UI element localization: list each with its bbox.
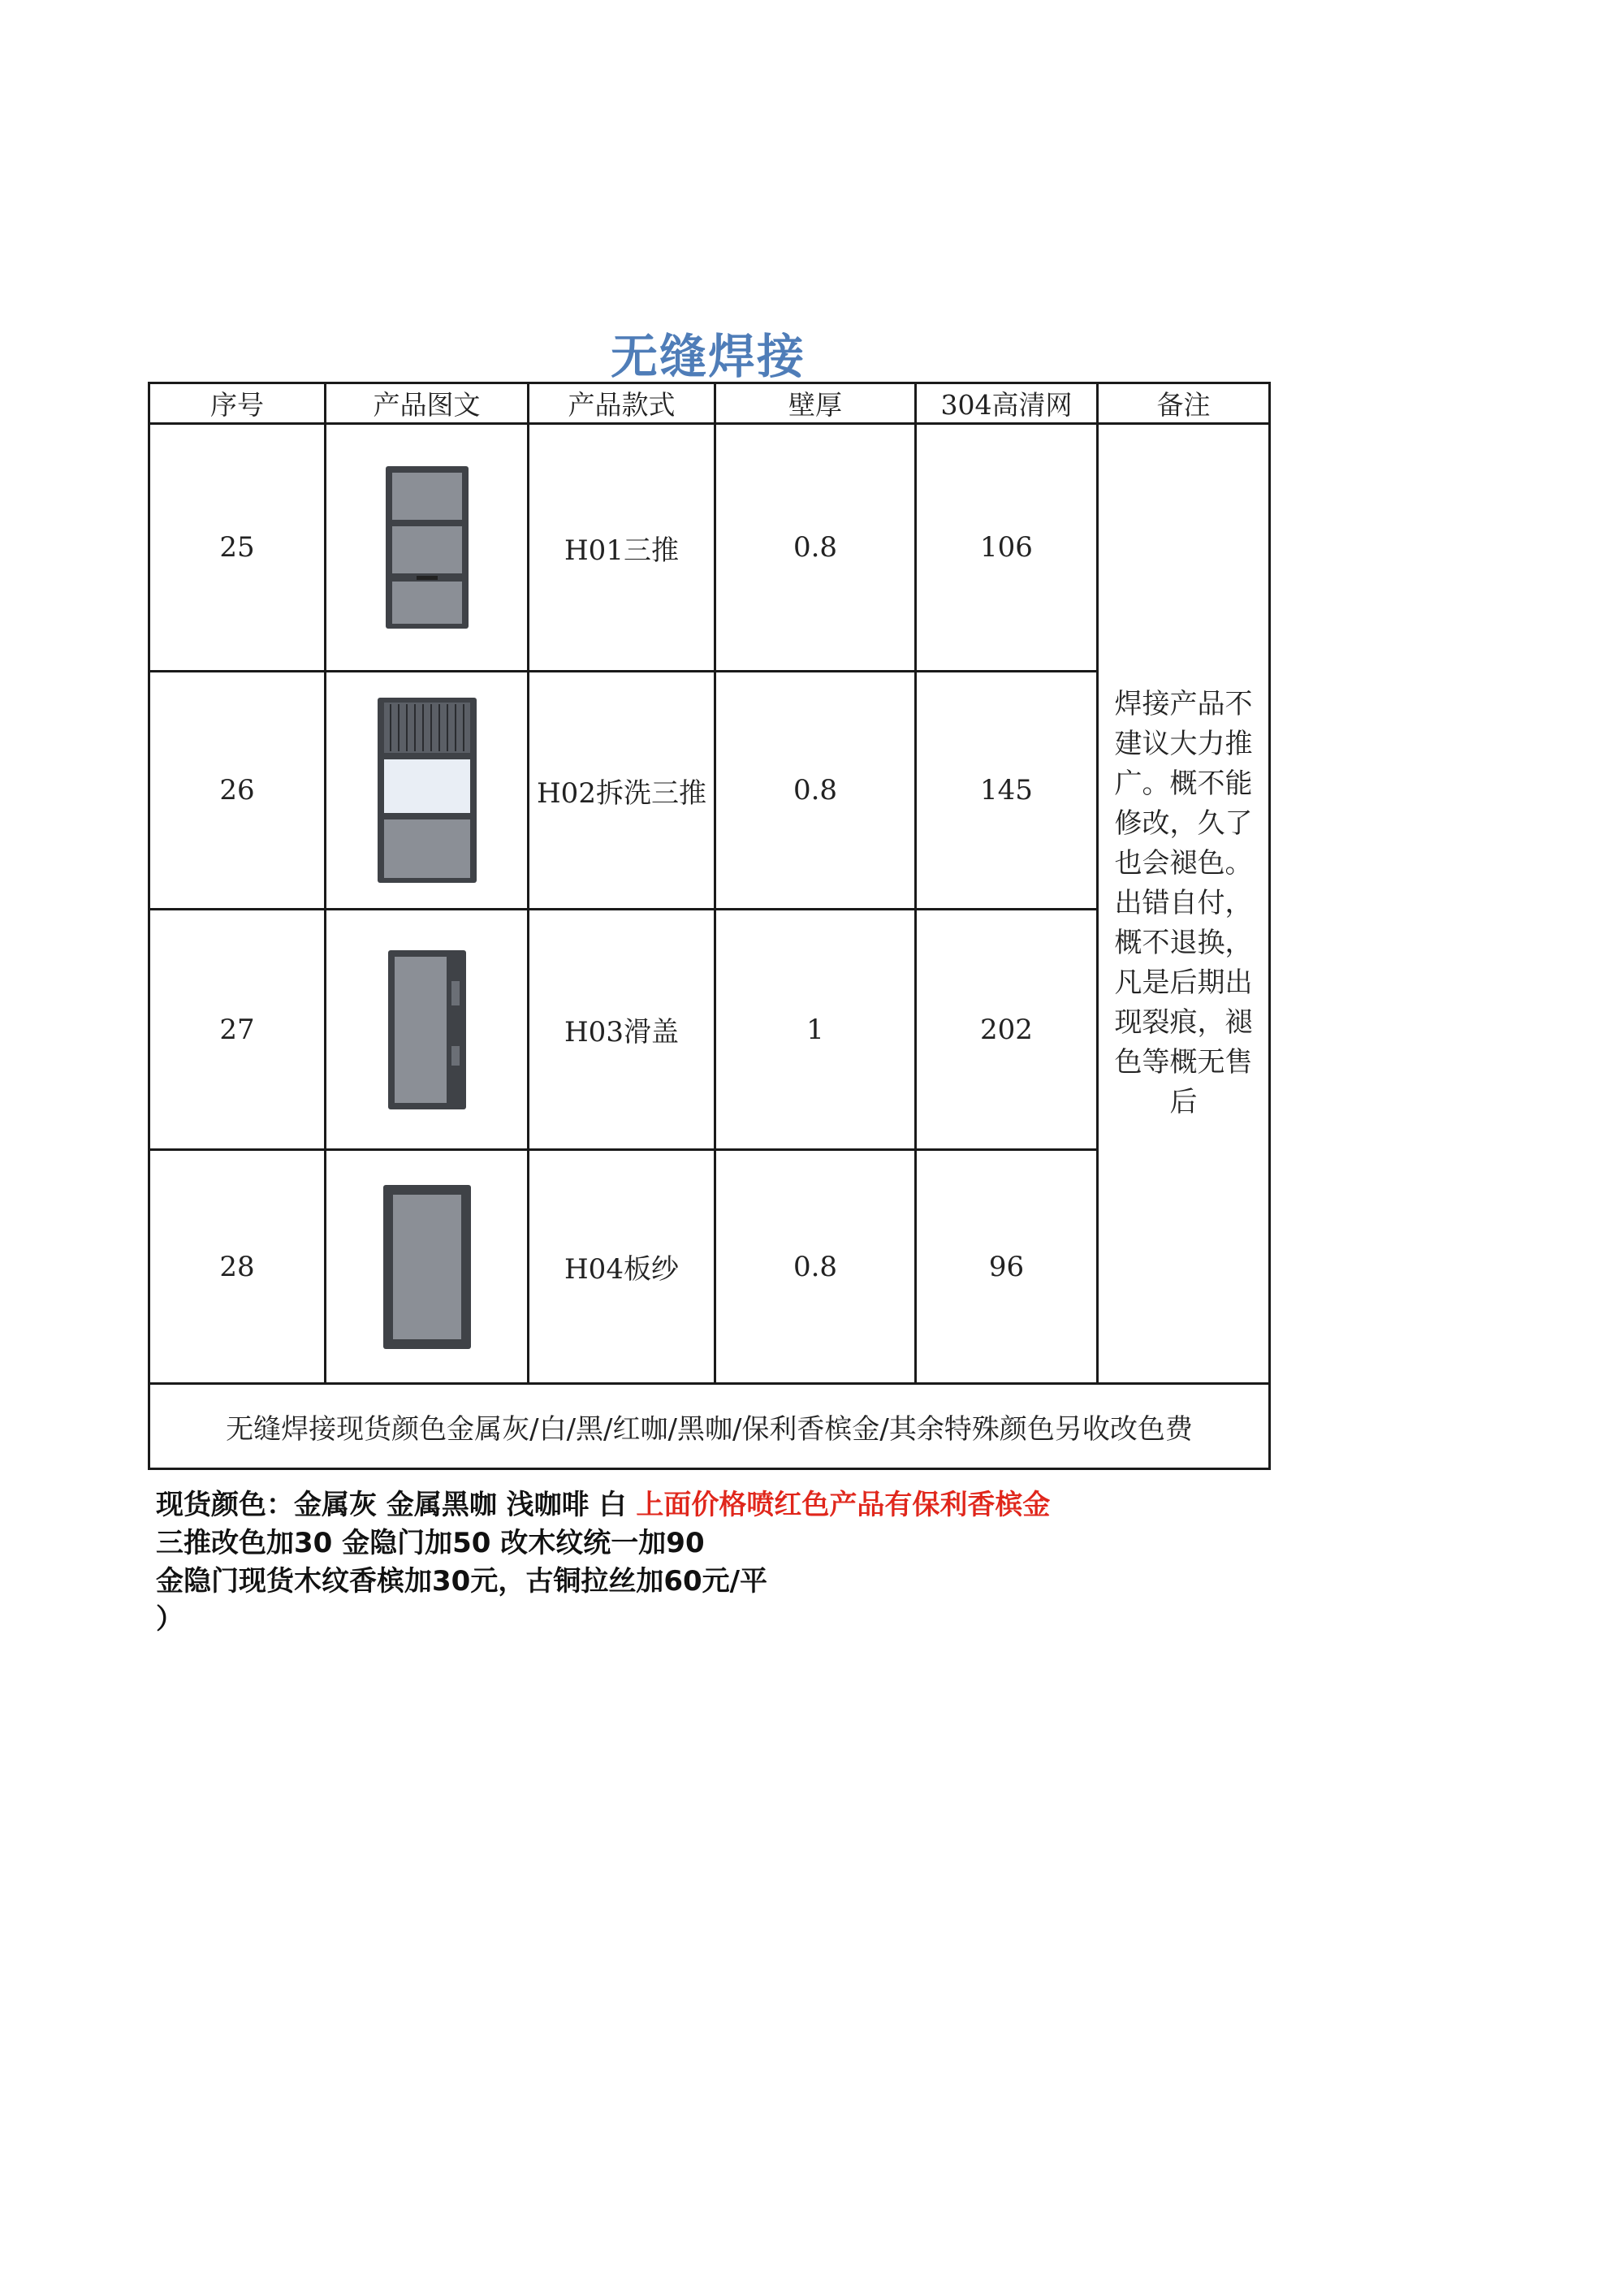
- notes: [156, 1486, 1374, 1639]
- header-style: 产品款式: [529, 383, 715, 424]
- row-no: 25: [149, 424, 326, 672]
- panel-screen-photo: [380, 1183, 474, 1351]
- red-price-note: 上面价格喷红色产品有保利香槟金: [636, 1489, 1051, 1521]
- row-mesh-price: 202: [916, 910, 1098, 1150]
- row-thickness: 0.8: [715, 672, 916, 910]
- header-remark: 备注: [1098, 383, 1270, 424]
- header-thickness: 壁厚: [715, 383, 916, 424]
- footer-row: [149, 1384, 1270, 1469]
- remark-cell: 焊接产品不建议大力推广。概不能修改，久了也会褪色。出错自付，概不退换，凡是后期出现裂痕，褪色等概无售后: [1098, 424, 1270, 1384]
- removable-three-panel-screen-photo: [374, 696, 480, 884]
- row-mesh-price: 96: [916, 1150, 1098, 1384]
- notes-line-4: ）: [156, 1603, 184, 1636]
- row-thickness: 1: [715, 910, 916, 1150]
- header-row: [149, 383, 1270, 424]
- row-mesh-price: 106: [916, 424, 1098, 672]
- row-thickness: 0.8: [715, 424, 916, 672]
- notes-line-3: 金隐门现货木纹香槟加30元，古铜拉丝加60元/平: [156, 1565, 768, 1598]
- row-style: H04板纱: [529, 1150, 715, 1384]
- row-style: H01三推: [529, 424, 715, 672]
- header-image: 产品图文: [326, 383, 529, 424]
- footer-note: 无缝焊接现货颜色金属灰/白/黑/红咖/黑咖/保利香槟金/其余特殊颜色另收改色费: [149, 1384, 1270, 1469]
- stock-colors-text: 现货颜色：金属灰 金属黑咖 浅咖啡 白: [156, 1489, 637, 1521]
- page-title: 无缝焊接: [610, 329, 806, 384]
- row-image-cell: [326, 910, 529, 1150]
- row-image-cell: [326, 424, 529, 672]
- sliding-screen-three-panel-photo: [382, 465, 472, 631]
- row-thickness: 0.8: [715, 1150, 916, 1384]
- header-mesh: 304高清网: [916, 383, 1098, 424]
- row-no: 28: [149, 1150, 326, 1384]
- table-row: [149, 424, 1270, 672]
- row-style: H03滑盖: [529, 910, 715, 1150]
- row-image-cell: [326, 672, 529, 910]
- product-table: [148, 382, 1271, 1470]
- row-no: 27: [149, 910, 326, 1150]
- row-style: H02拆洗三推: [529, 672, 715, 910]
- header-no: 序号: [149, 383, 326, 424]
- sliding-cover-screen-photo: [385, 949, 469, 1111]
- row-mesh-price: 145: [916, 672, 1098, 910]
- row-no: 26: [149, 672, 326, 910]
- row-image-cell: [326, 1150, 529, 1384]
- notes-line-2: 三推改色加30 金隐门加50 改木纹统一加90: [156, 1527, 705, 1559]
- notes-line-1: [156, 1486, 1374, 1524]
